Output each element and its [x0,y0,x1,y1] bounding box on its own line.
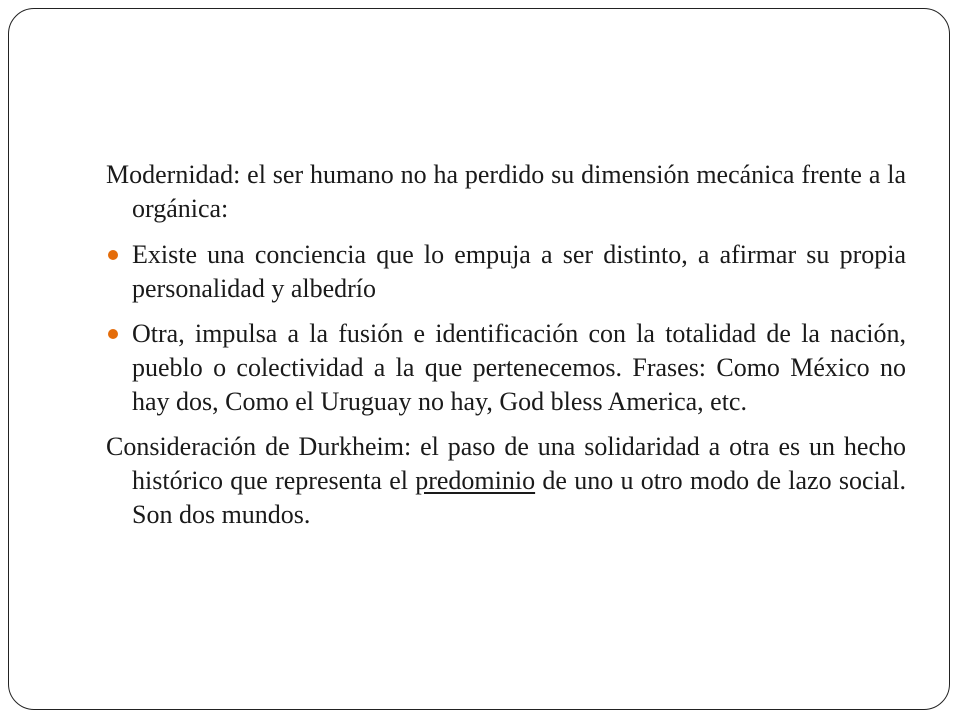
bullet-text: Existe una conciencia que lo empuja a ser distinto, a afirmar su propia personalidad y albedrío [132,240,906,303]
bullet-item-fusion [106,317,906,419]
paragraph-durkheim-text-end: de uno u otro modo de lazo social. Son dos mundos. [132,466,906,529]
paragraph-durkheim [106,430,906,532]
bullet-dot-icon [108,250,118,260]
paragraph-modernidad: Modernidad: el ser humano no ha perdido su dimensión mecánica frente a la orgánica: [106,160,906,223]
bullet-item-conciencia [106,238,906,306]
underlined-word: predominio [415,466,536,495]
bullet-dot-icon [108,329,118,339]
paragraph-durkheim-text-start: Consideración de Durkheim: el paso de una solidaridad a otra es un hecho histórico que representa el [106,432,906,495]
bullet-text: Otra, impulsa a la fusión e identificación con la totalidad de la nación, pueblo o colectividad a la que pertenecemos. Frases: Como México no hay dos, Como el Uruguay no hay, God bless America, etc. [132,319,906,416]
slide-content [106,158,906,544]
